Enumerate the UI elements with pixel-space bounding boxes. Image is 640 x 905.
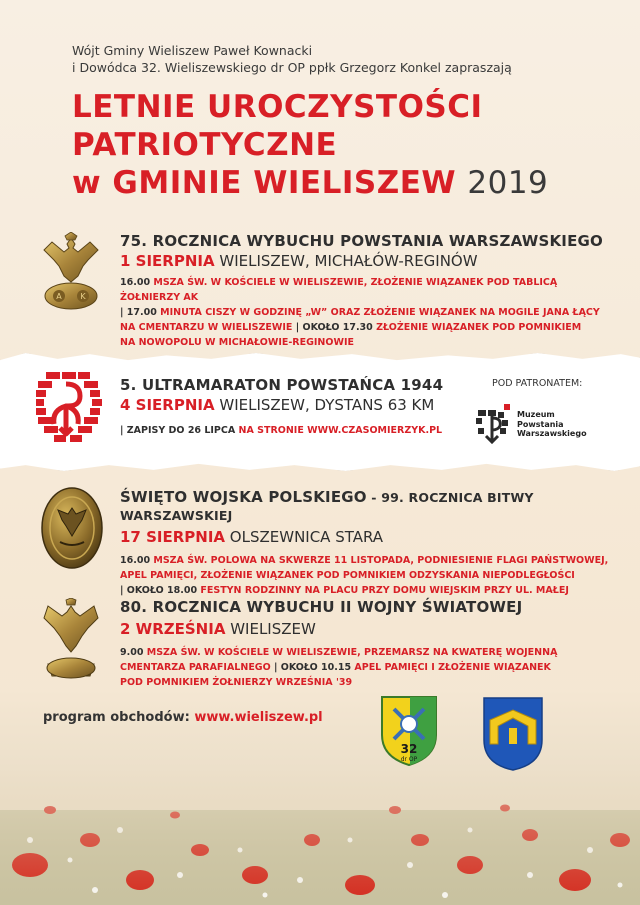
museum-logo-icon (474, 404, 514, 444)
museum-name (517, 410, 587, 439)
event-1-time-2: | 17.00 (120, 307, 161, 318)
badge-subtext: dr OP (400, 756, 418, 763)
event-4-place: WIELISZEW (230, 620, 316, 638)
event-1-details (120, 275, 620, 350)
event-1-time: 16.00 (120, 277, 154, 288)
event-2-place: WIELISZEW, DYSTANS 63 KM (219, 396, 435, 414)
event-3-date: 17 SIERPNIA (120, 528, 226, 546)
event-3-heading-line (120, 488, 630, 524)
patronage-label: POD PATRONATEM: (492, 378, 583, 389)
event-4-desc-1: MSZA ŚW. W KOŚCIELE W WIELISZEWIE, PRZEMARSZ NA KWATERĘ WOJENNĄ (146, 647, 558, 658)
museum-name-line-3: Warszawskiego (517, 429, 587, 438)
event-1-desc-4: ZŁOŻENIE WIĄZANEK POD POMNIKIEM (376, 322, 582, 333)
event-1-desc-5: NA NOWOPOLU W MICHAŁOWIE-REGINOWIE (120, 337, 354, 348)
event-1-place: WIELISZEW, MICHAŁÓW-REGINÓW (219, 252, 478, 270)
event-4-date: 2 WRZEŚNIA (120, 620, 226, 638)
event-1 (120, 232, 620, 350)
event-4-date-line (120, 620, 620, 638)
event-1-time-3: | OKOŁO 17.30 (292, 322, 377, 333)
event-4-desc-2: CMENTARZA PARAFIALNEGO (120, 662, 271, 673)
event-2-signup: | ZAPISY DO 26 LIPCA (120, 425, 239, 436)
brigade-32-shield-icon (380, 695, 438, 767)
eagle-ak-emblem-icon (38, 232, 104, 312)
svg-text:A: A (56, 292, 62, 301)
hosts-line-1: Wójt Gminy Wieliszew Paweł Kownacki (72, 43, 313, 58)
event-3-heading: ŚWIĘTO WOJSKA POLSKIEGO (120, 488, 367, 506)
title-line-3 (72, 164, 548, 202)
event-1-date: 1 SIERPNIA (120, 252, 215, 270)
poster-title (72, 88, 548, 202)
svg-text:K: K (80, 292, 86, 301)
event-2-heading: 5. ULTRAMARATON POWSTAŃCA 1944 (120, 376, 444, 394)
event-4-desc-3: APEL PAMIĘCI I ZŁOŻENIE WIĄZANEK (354, 662, 551, 673)
hosts-text (72, 42, 512, 76)
wieliszew-coat-of-arms-icon (482, 696, 544, 772)
museum-name-line-1: Muzeum (517, 410, 555, 419)
event-3-desc-1: MSZA ŚW. POLOWA NA SKWERZE 11 LISTOPADA, PODNIESIENIE FLAGI PAŃSTWOWEJ, (153, 555, 609, 566)
event-2-date-line (120, 396, 480, 414)
event-1-heading: 75. ROCZNICA WYBUCHU POWSTANIA WARSZAWSKIEGO (120, 232, 603, 250)
event-1-desc-2: MINUTA CISZY W GODZINĘ „W” ORAZ ZŁOŻENIE WIĄZANEK NA MOGILE JANA ŁĄCY (160, 307, 600, 318)
title-line-1: LETNIE UROCZYSTOŚCI (72, 89, 483, 125)
event-2-date: 4 SIERPNIA (120, 396, 215, 414)
hosts-line-2: i Dowódca 32. Wieliszewskiego dr OP ppłk Grzegorz Konkel zapraszają (72, 60, 512, 75)
program-line (43, 710, 323, 725)
title-line-2: PATRIOTYCZNE (72, 127, 338, 163)
title-text: w GMINIE WIELISZEW (72, 165, 457, 201)
badge-number: 32 (400, 742, 418, 756)
event-4 (120, 598, 620, 690)
event-3-place: OLSZEWNICA STARA (229, 528, 384, 546)
museum-name-line-2: Powstania (517, 419, 564, 429)
event-1-desc-1: MSZA ŚW. W KOŚCIELE W WIELISZEWIE, ZŁOŻENIE WIĄZANEK POD TABLICĄ ŻOŁNIERZY AK (120, 277, 558, 303)
event-1-desc-3: NA CMENTARZU W WIELISZEWIE (120, 322, 293, 333)
event-3-desc-3: FESTYN RODZINNY NA PLACU PRZY DOMU WIEJSKIM PRZY UL. MAŁEJ (200, 585, 569, 596)
event-4-time: 9.00 (120, 647, 147, 658)
army-badge-icon (40, 486, 104, 570)
event-3-time: 16.00 (120, 555, 154, 566)
event-2-website[interactable]: NA STRONIE WWW.CZASOMIERZYK.PL (238, 425, 443, 436)
program-label: program obchodów: (43, 710, 195, 725)
event-4-time-2: | OKOŁO 10.15 (270, 662, 355, 673)
event-3-date-line (120, 528, 630, 546)
event-3-time-2: | OKOŁO 18.00 (120, 585, 201, 596)
title-year: 2019 (467, 165, 549, 201)
kotwica-brick-icon (36, 370, 102, 446)
event-4-details (120, 645, 620, 690)
event-3-subheading: - 99. ROCZNICA BITWY WARSZAWSKIEJ (120, 490, 534, 523)
event-3 (120, 488, 630, 598)
event-2-details (120, 423, 480, 438)
event-1-date-line (120, 252, 620, 270)
program-link[interactable]: www.wieliszew.pl (194, 710, 323, 725)
event-3-desc-2: APEL PAMIĘCI, ZŁOŻENIE WIĄZANEK POD POMNIKIEM ODZYSKANIA NIEPODLEGŁOŚCI (120, 570, 575, 581)
eagle-ww2-emblem-icon (40, 598, 102, 684)
event-3-details (120, 553, 630, 598)
event-4-heading: 80. ROCZNICA WYBUCHU II WOJNY ŚWIATOWEJ (120, 598, 523, 616)
event-4-desc-4: POD POMNIKIEM ŻOŁNIERZY WRZEŚNIA '39 (120, 677, 353, 688)
event-2 (120, 376, 480, 438)
